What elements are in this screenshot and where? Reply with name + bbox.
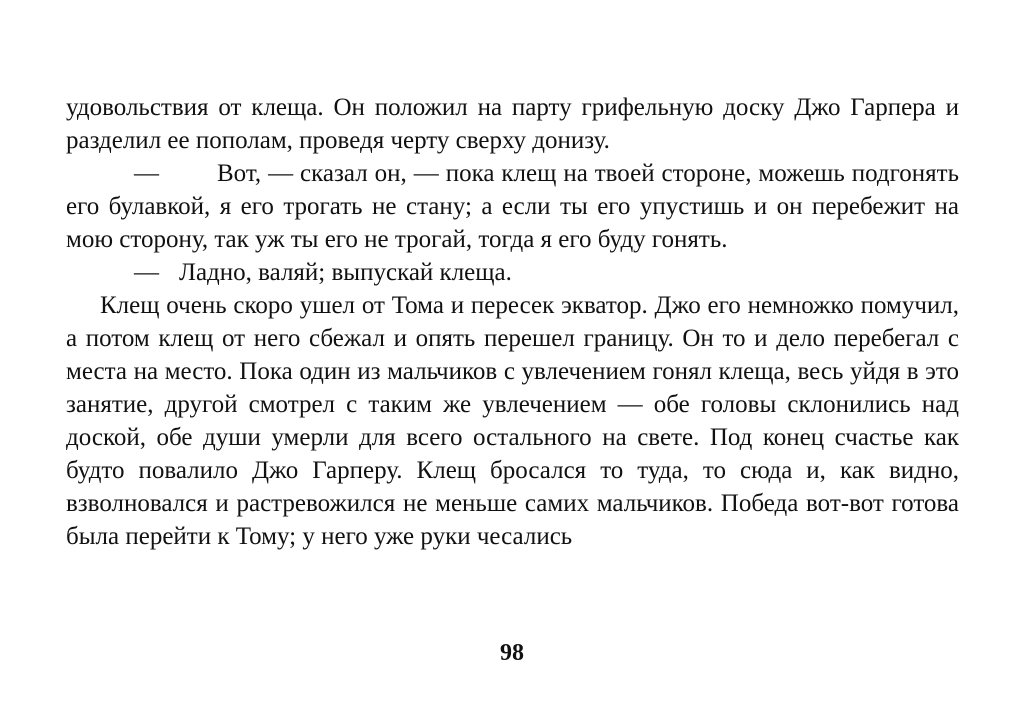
paragraph-text: Ладно, валяй; выпускай клеща.: [179, 259, 512, 286]
dialogue-dash: —: [134, 160, 159, 187]
dialogue-paragraph: [66, 157, 959, 256]
dialogue-paragraph: [66, 256, 959, 289]
narrative-paragraph: [66, 289, 959, 553]
paragraph-text: удовольствия от клеща. Он положил на парту грифельную доску Джо Гарпера и разделил ее пополам, проведя черту сверху донизу.: [66, 94, 959, 154]
paragraph-text: Клещ очень скоро ушел от Тома и пересек экватор. Джо его немножко помучил, а потом клещ от него сбежал и опять перешел границу. Он то и дело перебегал с места на место. Пока один из мальчиков с увлечением гонял клеща, весь уйдя в это занятие, другой смотрел с таким же увлечением — обе головы склонились над доской, обе души умерли для всего остального на свете. Под конец счастье как будто повалило Джо Гарперу. Клещ бросался то туда, то сюда и, как видно, взволновался и растревожился не меньше самих мальчиков. Победа вот-вот готова была перейти к Тому; у него уже руки чесались: [66, 292, 959, 550]
body-text: [66, 91, 959, 553]
page-number: 98: [500, 640, 524, 666]
paragraph-continuation: [66, 91, 959, 157]
paragraph-text: Вот, — сказал он, — пока клещ на твоей стороне, можешь подгонять его булавкой, я его трогать не стану; а если ты его упустишь и он перебежит на мою сторону, так уж ты его не трогай, тогда я его буду гонять.: [66, 160, 959, 253]
dialogue-dash: —: [134, 259, 159, 286]
